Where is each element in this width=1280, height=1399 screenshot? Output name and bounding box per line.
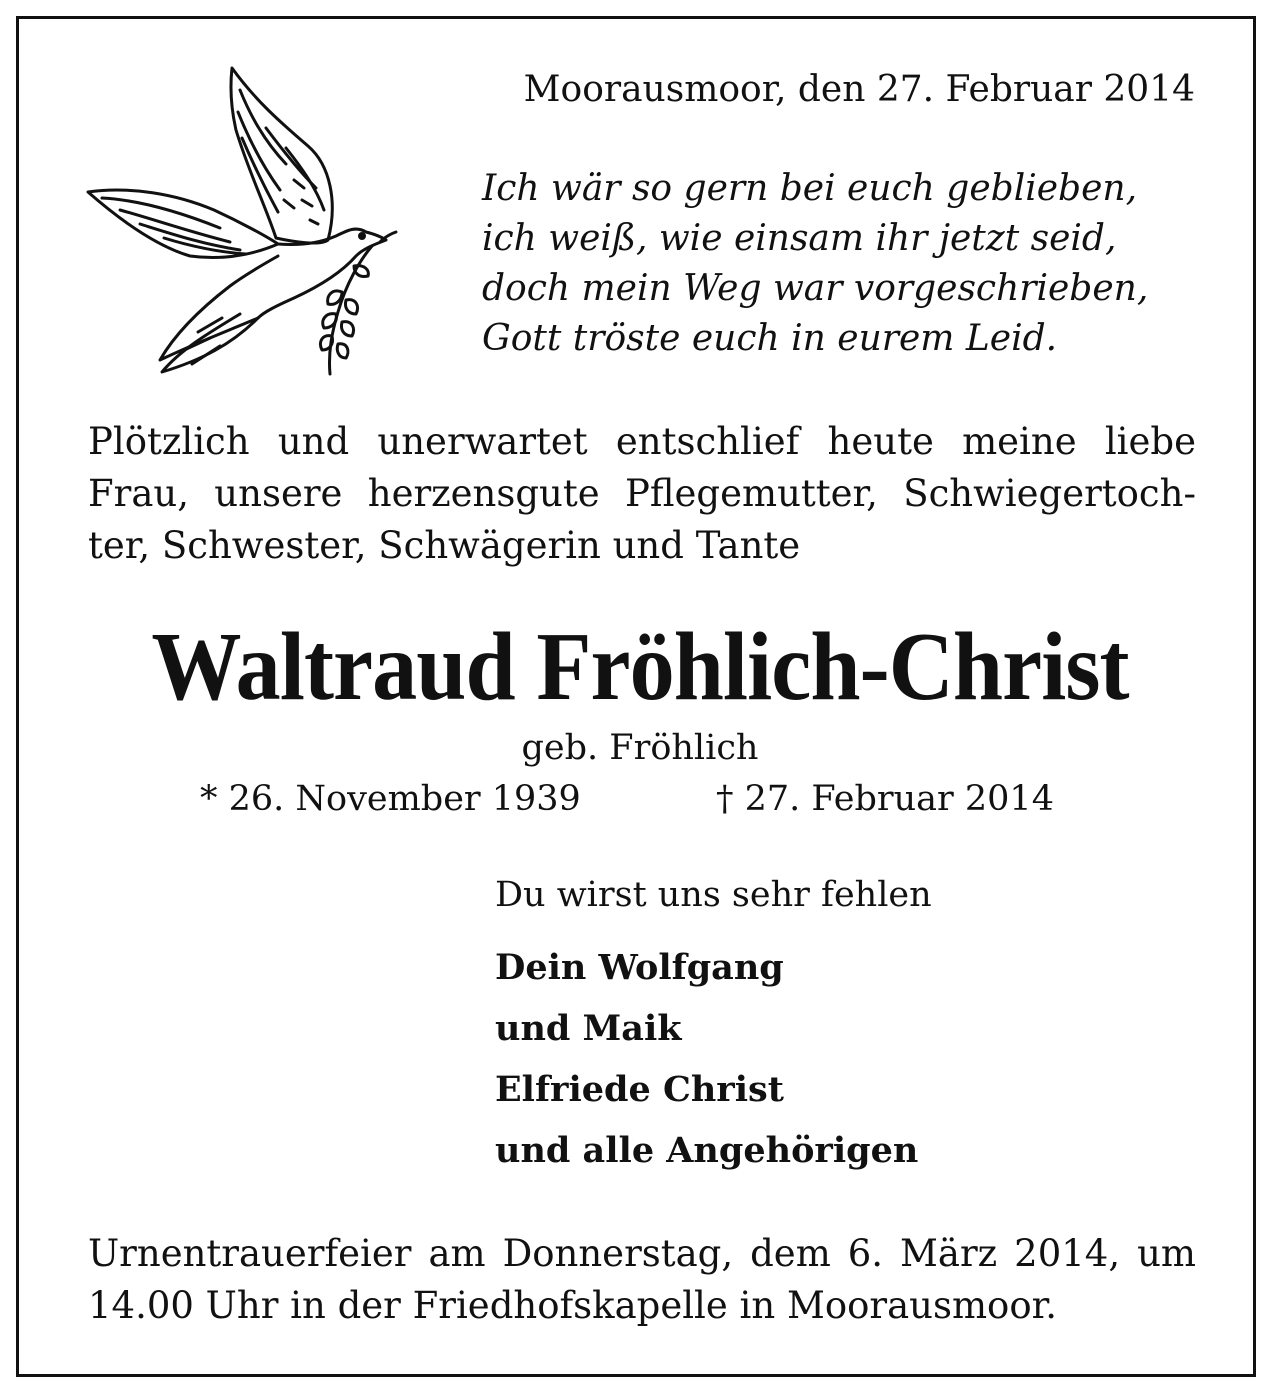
farewell-line: Du wirst uns sehr fehlen: [495, 875, 932, 915]
announcement-line: Frau, unsere herzensgute Pflegemutter, Schwiegertoch-: [88, 472, 1196, 515]
mourners-list: [495, 942, 918, 1186]
birth-date: * 26. November 1939: [200, 779, 581, 819]
mourner: und alle Angehörigen: [495, 1130, 919, 1171]
verse-line: Ich wär so gern bei euch geblieben,: [482, 168, 1138, 209]
funeral-line: 14.00 Uhr in der Friedhofskapelle in Moorausmoor.: [88, 1284, 1057, 1327]
mourner: Elfriede Christ: [495, 1069, 784, 1110]
verse-line: Gott tröste euch in eurem Leid.: [482, 318, 1058, 359]
deceased-name: Waltraud Fröhlich-Christ: [151, 613, 1129, 721]
mourner: und Maik: [495, 1008, 682, 1049]
announcement-line: Plötzlich und unerwartet entschlief heute meine liebe: [88, 420, 1196, 463]
dove-icon: [80, 60, 410, 390]
funeral-line: Urnentrauerfeier am Donnerstag, dem 6. März 2014, um: [88, 1232, 1196, 1275]
announcement-line: ter, Schwester, Schwägerin und Tante: [88, 524, 801, 567]
place-date: Moorausmoor, den 27. Februar 2014: [523, 69, 1195, 110]
funeral-details: [88, 1228, 1196, 1332]
verse-line: ich weiß, wie einsam ihr jetzt seid,: [482, 218, 1117, 259]
verse-line: doch mein Weg war vorgeschrieben,: [482, 268, 1149, 309]
maiden-name: geb. Fröhlich: [521, 728, 759, 768]
announcement-text: [88, 416, 1196, 572]
memorial-verse: [482, 164, 1202, 364]
death-date: † 27. Februar 2014: [716, 779, 1054, 819]
mourner: Dein Wolfgang: [495, 947, 784, 988]
